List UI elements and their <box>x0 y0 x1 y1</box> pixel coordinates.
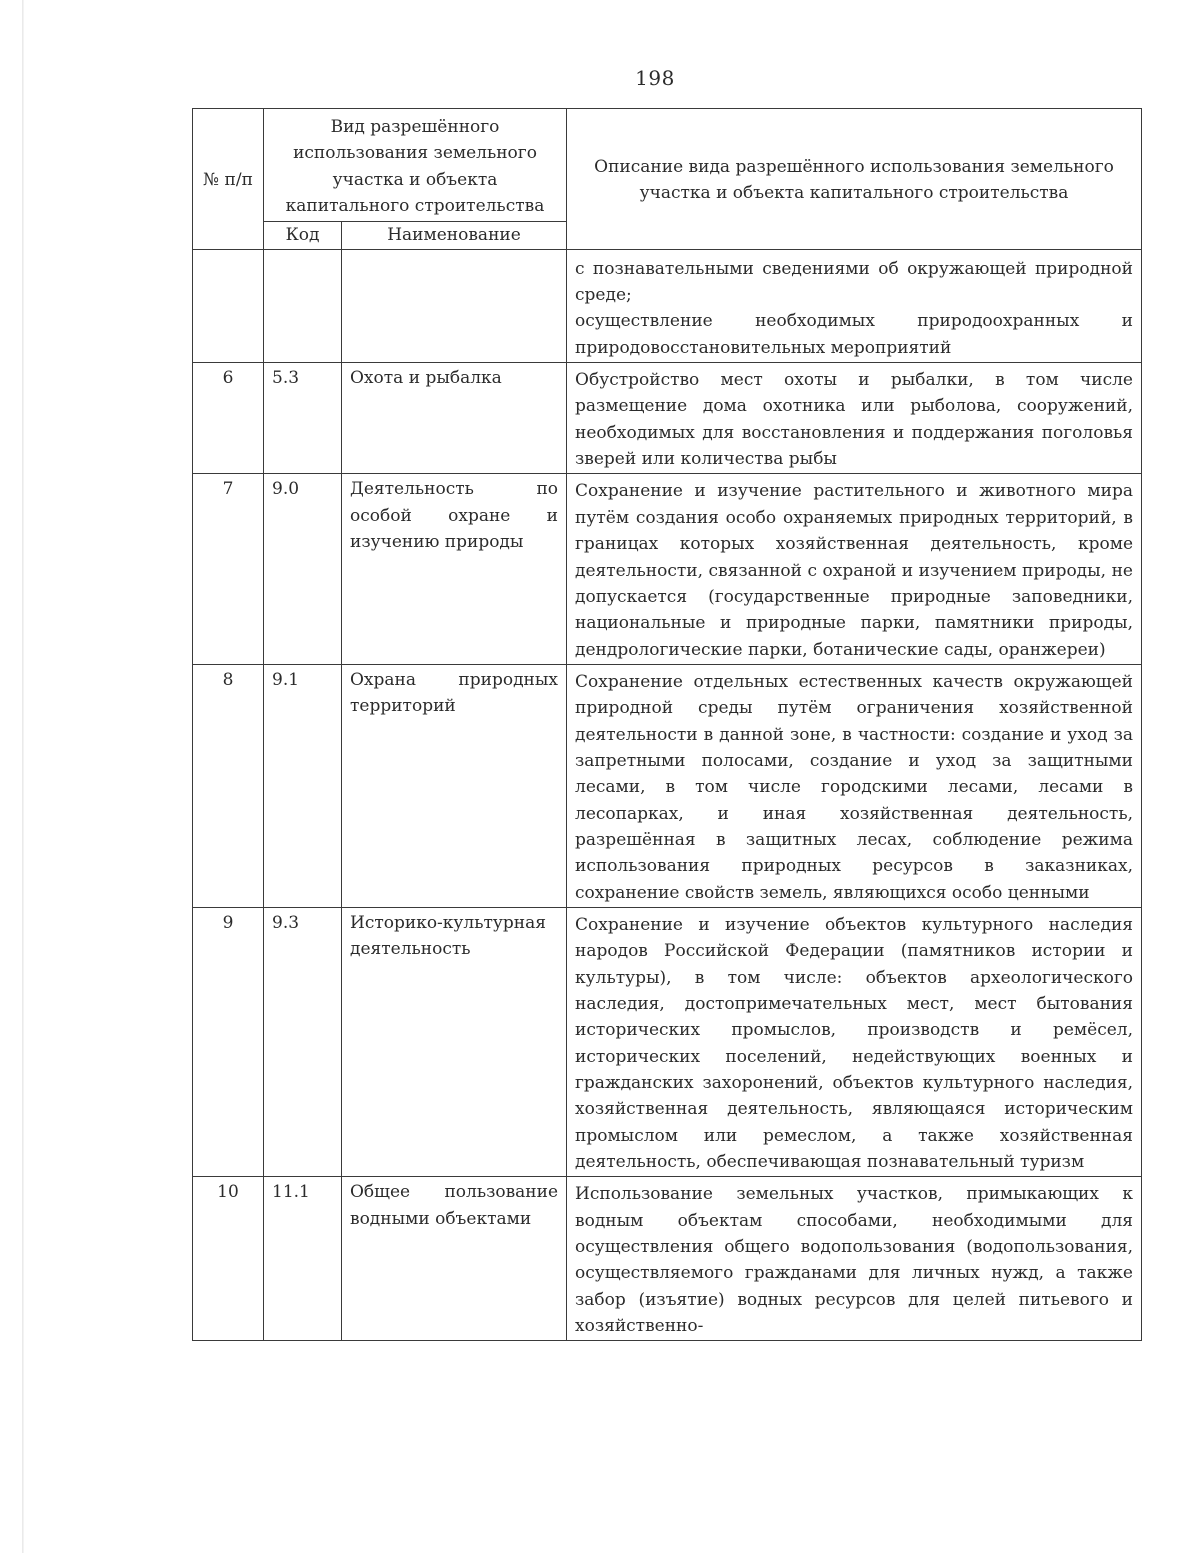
row-description <box>567 1177 1142 1341</box>
header-description: Описание вида разрешённого использования земельного участка и объекта капитального строительства <box>567 109 1142 250</box>
row-number: 8 <box>193 664 264 907</box>
row-description <box>567 363 1142 474</box>
row-description <box>567 664 1142 907</box>
row-name: Охрана природных территорий <box>342 664 567 907</box>
row-number: 6 <box>193 363 264 474</box>
row-name: Историко-культурная деятельность <box>342 907 567 1176</box>
row-code: 9.1 <box>264 664 342 907</box>
row-number: 10 <box>193 1177 264 1341</box>
table-body <box>193 249 1142 1341</box>
row-number: 9 <box>193 907 264 1176</box>
table-row <box>193 474 1142 664</box>
row-name: Охота и рыбалка <box>342 363 567 474</box>
row-description <box>567 474 1142 664</box>
description-paragraph: Использование земельных участков, примыкающих к водным объектам способами, необходимыми для осуществления общего водопользования (водопользования, осуществляемого гражданами для личных нужд, а также забор (изъятие) водных ресурсов для целей питьевого и хозяйственно- <box>575 1184 1133 1337</box>
row-description <box>567 907 1142 1176</box>
description-paragraph: осуществление необходимых природоохранных и природовосстановительных мероприятий <box>575 311 1133 358</box>
table-row <box>193 363 1142 474</box>
table-row <box>193 907 1142 1176</box>
page-edge <box>22 0 24 1553</box>
table-row <box>193 249 1142 362</box>
row-code: 11.1 <box>264 1177 342 1341</box>
header-name: Наименование <box>342 222 567 249</box>
page-number: 198 <box>635 66 675 90</box>
row-name: Деятельность по особой охране и изучению природы <box>342 474 567 664</box>
table-row <box>193 1177 1142 1341</box>
row-description <box>567 249 1142 362</box>
row-code: 5.3 <box>264 363 342 474</box>
description-paragraph: Сохранение и изучение объектов культурного наследия народов Российской Федерации (памятников истории и культуры), в том числе: объектов археологического наследия, достопримечательных мест, мест бытования исторических промыслов, производств и ремёсел, исторических поселений, недействующих военных и гражданских захоронений, объектов культурного наследия, хозяйственная деятельность, являющаяся историческим промыслом или ремеслом, а также хозяйственная деятельность, обеспечивающая познавательный туризм <box>575 914 1133 1173</box>
description-paragraph: с познавательными сведениями об окружающей природной среде; <box>575 258 1133 306</box>
land-use-table <box>192 108 1142 1341</box>
row-code: 9.3 <box>264 907 342 1176</box>
row-number: 7 <box>193 474 264 664</box>
row-code: 9.0 <box>264 474 342 664</box>
row-code <box>264 249 342 362</box>
header-use-type: Вид разрешённого использования земельного участка и объекта капитального строительства <box>264 109 567 222</box>
table-row <box>193 664 1142 907</box>
description-paragraph: Сохранение отдельных естественных качеств окружающей природной среды путём ограничения хозяйственной деятельности в данной зоне, в частности: создание и уход за запретными полосами, создание и уход за защитными лесами, в том числе городскими лесами, лесами в лесопарках, и иная хозяйственная деятельность, разрешённая в защитных лесах, соблюдение режима использования природных ресурсов в заказниках, сохранение свойств земель, являющихся особо ценными <box>575 671 1133 903</box>
header-num: № п/п <box>193 109 264 250</box>
description-paragraph: Сохранение и изучение растительного и животного мира путём создания особо охраняемых природных территорий, в границах которых хозяйственная деятельность, кроме деятельности, связанной с охраной и изучением природы, не допускается (государственные природные заповедники, национальные и природные парки, памятники природы, дендрологические парки, ботанические сады, оранжереи) <box>575 481 1133 660</box>
row-name: Общее пользование водными объектами <box>342 1177 567 1341</box>
row-number <box>193 249 264 362</box>
row-name <box>342 249 567 362</box>
description-paragraph: Обустройство мест охоты и рыбалки, в том числе размещение дома охотника или рыболова, сооружений, необходимых для восстановления и поддержания поголовья зверей или количества рыбы <box>575 370 1133 470</box>
header-code: Код <box>264 222 342 249</box>
